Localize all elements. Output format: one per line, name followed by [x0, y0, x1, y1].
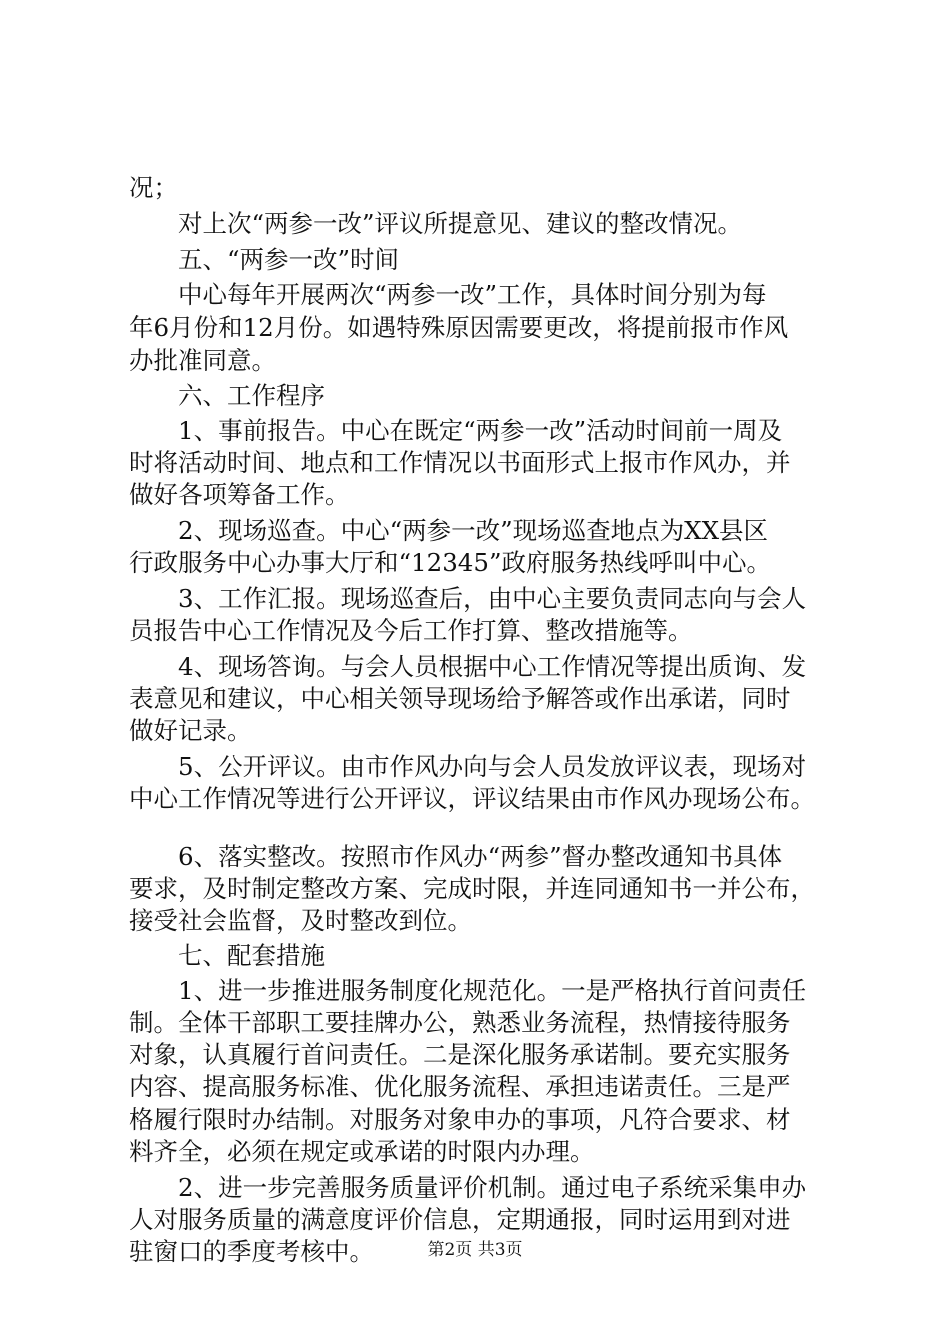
section-heading: 六、工作程序	[129, 381, 325, 410]
text-line: 接受社会监督，及时整改到位。	[129, 906, 472, 935]
text-line: 要求，及时制定整改方案、完成时限，并连同通知书一并公布，	[129, 874, 815, 903]
text-line: 做好各项筹备工作。	[129, 480, 350, 509]
text-line: 格履行限时办结制。对服务对象申办的事项，凡符合要求、材	[129, 1105, 791, 1134]
page-number-footer: 第2页 共3页	[427, 1240, 523, 1260]
text-line: 况；	[129, 173, 178, 202]
text-line: 料齐全，必须在规定或承诺的时限内办理。	[129, 1137, 595, 1166]
text-line: 行政服务中心办事大厅和“12345”政府服务热线呼叫中心。	[129, 548, 771, 577]
text-line: 3、工作汇报。现场巡查后，由中心主要负责同志向与会人	[129, 584, 807, 613]
text-line: 驻窗口的季度考核中。	[129, 1237, 374, 1266]
text-line: 2、进一步完善服务质量评价机制。通过电子系统采集申办	[129, 1173, 807, 1202]
text-line: 1、进一步推进服务制度化规范化。一是严格执行首问责任	[129, 976, 807, 1005]
text-line: 内容、提高服务标准、优化服务流程、承担违诺责任。三是严	[129, 1072, 791, 1101]
text-line: 时将活动时间、地点和工作情况以书面形式上报市作风办，并	[129, 448, 791, 477]
text-line: 人对服务质量的满意度评价信息，定期通报，同时运用到对进	[129, 1205, 791, 1234]
text-line: 表意见和建议，中心相关领导现场给予解答或作出承诺，同时	[129, 684, 791, 713]
text-line: 办批准同意。	[129, 346, 276, 375]
section-heading: 五、“两参一改”时间	[129, 245, 400, 274]
text-line: 年6月份和12月份。如遇特殊原因需要更改，将提前报市作风	[129, 313, 789, 342]
text-line: 5、公开评议。由市作风办向与会人员发放评议表，现场对	[129, 752, 807, 781]
text-line: 6、落实整改。按照市作风办“两参”督办整改通知书具体	[129, 842, 783, 871]
text-line: 中心工作情况等进行公开评议，评议结果由市作风办现场公布。	[129, 784, 815, 813]
text-line: 对上次“两参一改”评议所提意见、建议的整改情况。	[129, 209, 743, 238]
text-line: 对象，认真履行首问责任。二是深化服务承诺制。要充实服务	[129, 1040, 791, 1069]
text-line: 员报告中心工作情况及今后工作打算、整改措施等。	[129, 616, 693, 645]
text-line: 制。全体干部职工要挂牌办公，熟悉业务流程，热情接待服务	[129, 1008, 791, 1037]
section-heading: 七、配套措施	[129, 941, 325, 970]
text-line: 中心每年开展两次“两参一改”工作，具体时间分别为每	[129, 280, 767, 309]
text-line: 做好记录。	[129, 716, 252, 745]
text-line: 4、现场答询。与会人员根据中心工作情况等提出质询、发	[129, 652, 807, 681]
text-line: 2、现场巡查。中心“两参一改”现场巡查地点为XX县区	[129, 516, 769, 545]
text-line: 1、事前报告。中心在既定“两参一改”活动时间前一周及	[129, 416, 783, 445]
